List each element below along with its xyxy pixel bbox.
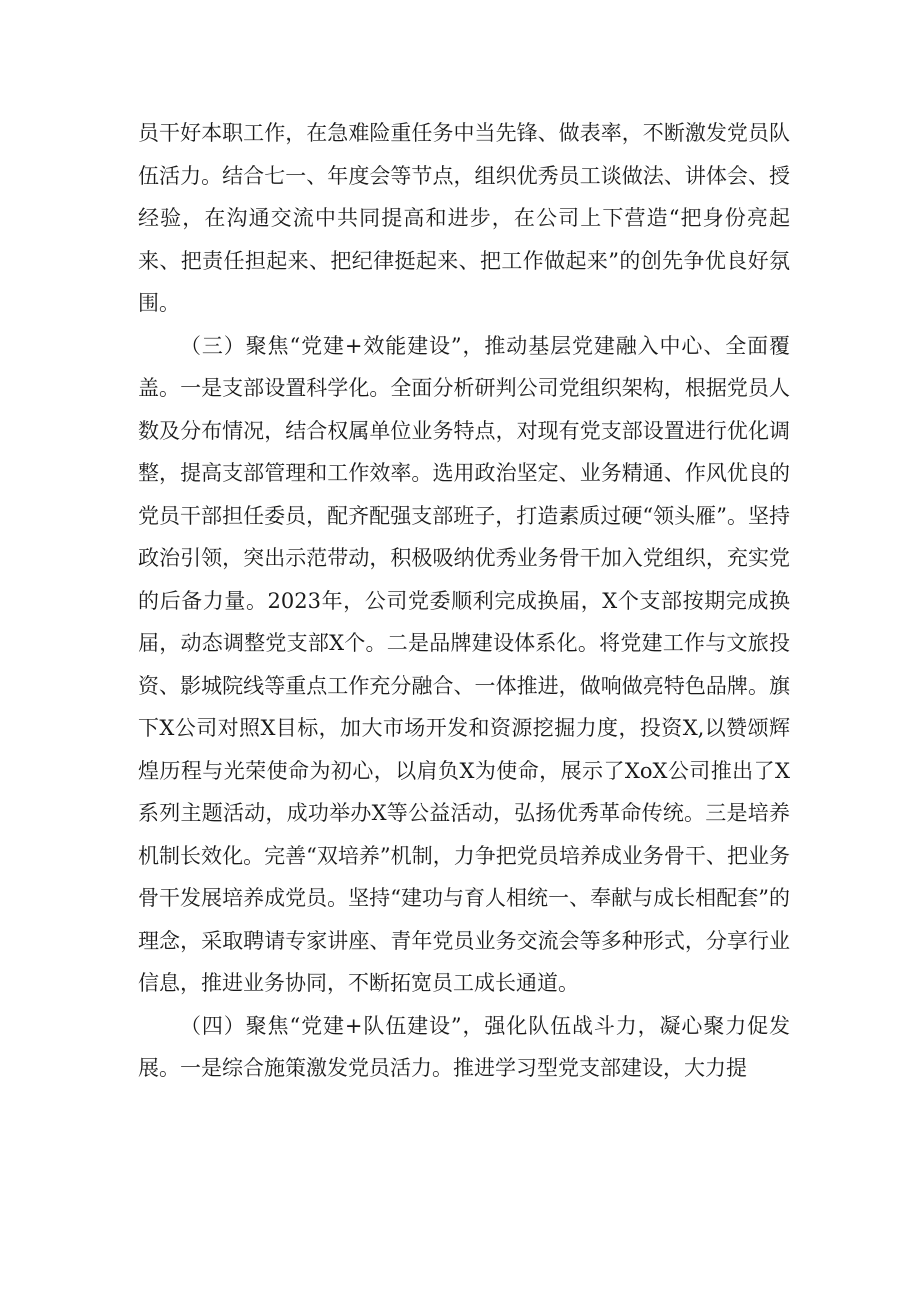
- paragraph-section-three: （三）聚焦“党建+效能建设”，推动基层党建融入中心、全面覆盖。一是支部设置科学化。全面分析研判公司党组织架构，根据党员人数及分布情况，结合权属单位业务特点，对现有党支部设置进行优化调整，提高支部管理和工作效率。选用政治坚定、业务精通、作风优良的党员干部担任委员，配齐配强支部班子，打造素质过硬“领头雁”。坚持政治引领，突出示范带动，积极吸纳优秀业务骨干加入党组织，充实党的后备力量。2023年，公司党委顺利完成换届，X个支部按期完成换届，动态调整党支部X个。二是品牌建设体系化。将党建工作与文旅投资、影城院线等重点工作充分融合、一体推进，做响做亮特色品牌。旗下X公司对照X目标，加大市场开发和资源挖掘力度，投资X,以赞颂辉煌历程与光荣使命为初心，以肩负X为使命，展示了XoX公司推出了X系列主题活动，成功举办X等公益活动，弘扬优秀革命传统。三是培养机制长效化。完善“双培养”机制，力争把党员培养成业务骨干、把业务骨干发展培养成党员。坚持“建功与育人相统一、奉献与成长相配套”的理念，采取聘请专家讲座、青年党员业务交流会等多种形式，分享行业信息，推进业务协同，不断拓宽员工成长通道。: [138, 333, 790, 995]
- paragraph-continuation: 员干好本职工作，在急难险重任务中当先锋、做表率，不断激发党员队伍活力。结合七一、年度会等节点，组织优秀员工谈做法、讲体会、授经验，在沟通交流中共同提高和进步，在公司上下营造“把身份亮起来、把责任担起来、把纪律挺起来、把工作做起来”的创先争优良好氛围。: [138, 121, 790, 315]
- document-body: [138, 112, 790, 1090]
- paragraph-section-four: （四）聚焦“党建+队伍建设”，强化队伍战斗力，凝心聚力促发展。一是综合施策激发党员活力。推进学习型党支部建设，大力提: [138, 1013, 790, 1080]
